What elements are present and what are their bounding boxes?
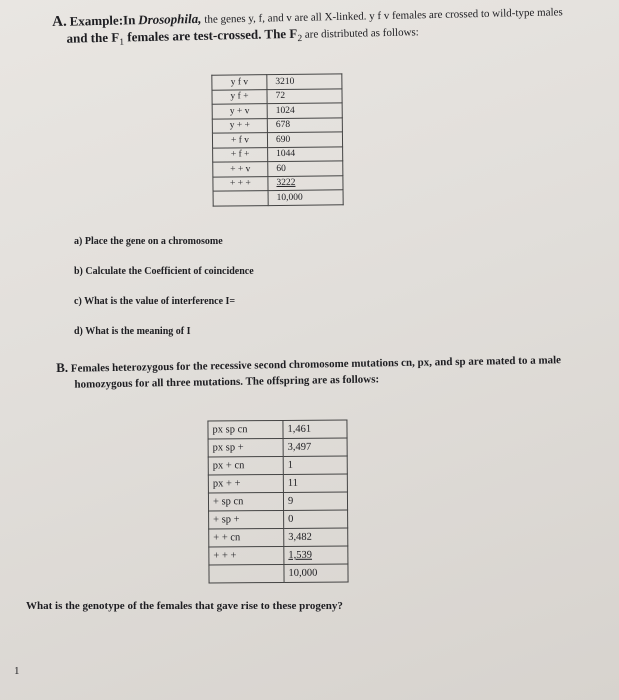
table-row (208, 438, 347, 457)
count-cell: 3222 (268, 175, 343, 190)
genotype-cell: y + v (212, 104, 267, 119)
count-cell: 72 (267, 88, 342, 103)
part-a-line2-tail: are distributed as follows: (301, 26, 419, 41)
genotype-cell: + + v (213, 162, 268, 177)
part-a-line2-lead: and the F (66, 29, 120, 46)
table-row (208, 420, 347, 439)
table-row (212, 74, 342, 90)
count-cell: 3,497 (283, 438, 347, 456)
part-b-line1: Females heterozygous for the recessive second chromosome mutations cn, px, and sp are mated to a male (70, 354, 562, 375)
count-cell: 1 (283, 456, 347, 474)
genotype-cell: + + + (213, 176, 268, 191)
table-row (209, 528, 348, 547)
table-row (213, 175, 343, 191)
table-row (212, 88, 342, 104)
question-a: a) Place the gene on a chromosome (74, 236, 223, 247)
count-cell: 678 (267, 117, 342, 132)
part-a-label: A. (52, 13, 67, 30)
part-b-line2: homozygous for all three mutations. The offspring are as follows: (74, 373, 380, 391)
total-cell: 10,000 (284, 564, 348, 582)
count-cell: 1,461 (283, 420, 347, 438)
count-cell: 690 (267, 132, 342, 147)
table-total-row (213, 190, 343, 206)
genotype-cell: y + + (212, 118, 267, 133)
empty-cell (213, 191, 268, 206)
question-b: b) Calculate the Coefficient of coincidence (74, 266, 254, 277)
part-b-label: B. (56, 359, 69, 375)
genotype-cell: + + + (209, 546, 284, 565)
part-a-lead: Example:In (69, 12, 136, 29)
count-cell: 60 (268, 161, 343, 176)
question-c: c) What is the value of interference I= (74, 296, 236, 307)
count-cell: 3,482 (284, 528, 348, 546)
table-row (208, 492, 347, 511)
genotype-cell: y f + (212, 89, 267, 104)
genotype-cell: + f + (213, 147, 268, 162)
genotype-cell: px sp + (208, 438, 283, 457)
genotype-cell: px + + (208, 474, 283, 493)
count-cell: 1024 (267, 103, 342, 118)
total-cell: 10,000 (268, 190, 343, 205)
table-row (213, 146, 343, 162)
count-cell: 0 (284, 510, 348, 528)
table-row (212, 103, 342, 119)
genotype-cell: + + cn (209, 528, 284, 547)
count-cell: 1044 (268, 146, 343, 161)
genotype-cell: + sp cn (208, 492, 283, 511)
part-a-data-table (211, 73, 343, 206)
table-row (212, 117, 342, 133)
species-name: Drosophila, (138, 10, 202, 28)
f1-subscript: 1 (119, 36, 125, 48)
count-cell: 9 (283, 492, 347, 510)
genotype-cell: y f v (212, 75, 267, 90)
part-b-intro (56, 351, 576, 393)
part-b-data-table (207, 420, 348, 584)
genotype-cell: px + cn (208, 456, 283, 475)
page-number: 1 (14, 665, 20, 677)
part-a-line2-mid: females are test-crossed. The F (123, 25, 298, 45)
table-row (208, 474, 347, 493)
table-row (209, 546, 348, 565)
table-row (208, 456, 347, 475)
count-cell: 3210 (267, 74, 342, 89)
f2-subscript: 2 (297, 33, 303, 45)
genotype-cell: px sp cn (208, 420, 283, 439)
count-cell: 1,539 (284, 546, 348, 564)
genotype-cell: + sp + (209, 510, 284, 529)
table-row (213, 161, 343, 177)
count-cell: 11 (283, 474, 347, 492)
part-b-question: What is the genotype of the females that gave rise to these progeny? (26, 600, 343, 612)
part-a-intro (52, 3, 573, 51)
table-row (209, 510, 348, 529)
question-d: d) What is the meaning of I (74, 326, 191, 337)
empty-cell (209, 564, 284, 583)
table-row (212, 132, 342, 148)
genotype-cell: + f v (212, 133, 267, 148)
part-a-line1: the genes y, f, and v are all X-linked. y f v females are crossed to wild-type males (204, 6, 563, 26)
table-total-row (209, 564, 348, 583)
